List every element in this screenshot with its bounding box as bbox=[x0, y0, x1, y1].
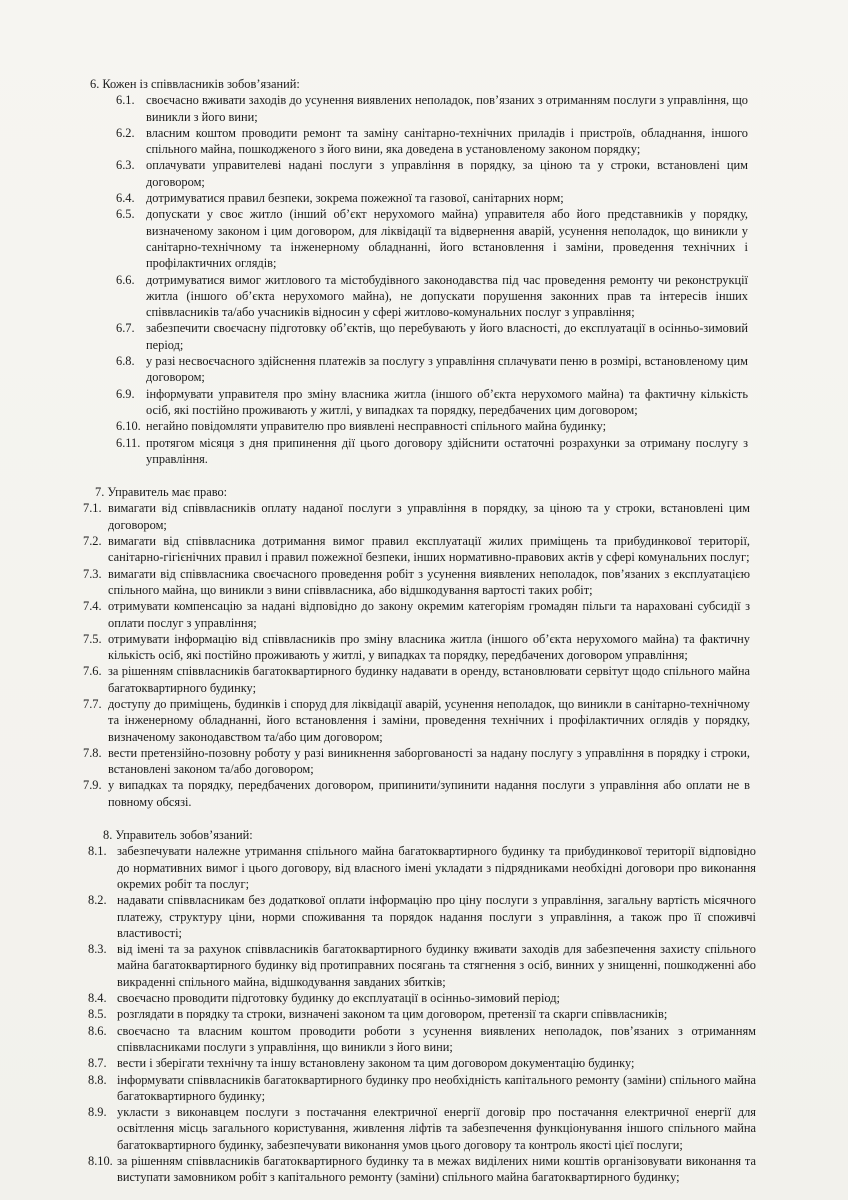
clause-text: за рішенням співвласників багатоквартирного будинку та в межах виділених ними коштів організовувати виконання та виступати замовником робіт з капітального ремонту (заміни) спільного майна багатоквартирного будинку; bbox=[117, 1154, 756, 1185]
section-manager-rights bbox=[0, 484, 848, 810]
clause-text: дотримуватися правил безпеки, зокрема пожежної та газової, санітарних норм; bbox=[146, 191, 564, 206]
clause-number: 6.5. bbox=[116, 207, 135, 222]
clause bbox=[0, 206, 848, 271]
section-heading: 6. Кожен із співвласників зобов’язаний: bbox=[90, 77, 300, 91]
clause-text: укласти з виконавцем послуги з постачання електричної енергії договір про постачання електричної енергії для освітлення місць загального користування, живлення ліфтів та забезпечення функціонування іншого спільного майна багатоквартирного будинку, забезпечувати виконання умов цього договору та контроль якості цієї послуги; bbox=[117, 1105, 756, 1152]
clause-number: 6.7. bbox=[116, 321, 135, 336]
clause-text: вимагати від співвласника дотримання вимог правил експлуатації жилих приміщень та прибудинкової території, санітарно-гігієнічних правил і правил пожежної безпеки, інших нормативно-правових актів у сфері комунальних послуг; bbox=[108, 534, 750, 565]
clause-number: 7.3. bbox=[83, 566, 102, 581]
clause-number: 6.9. bbox=[116, 386, 135, 401]
clause-number: 8.6. bbox=[88, 1023, 107, 1038]
clause-number: 8.8. bbox=[88, 1072, 107, 1087]
clause-number: 7.2. bbox=[83, 534, 102, 549]
clause-number: 7.7. bbox=[83, 696, 102, 711]
clause bbox=[0, 386, 848, 419]
clause-text: надавати співвласникам без додаткової оплати інформацію про ціну послуги з управління, загальну вартість місячного платежу, структуру ціни, норми споживання та порядок надання послуги з управління, а також про її споживчі властивості; bbox=[117, 893, 756, 940]
clause bbox=[0, 435, 848, 468]
section-heading: 7. Управитель має право: bbox=[95, 485, 228, 500]
clause-number: 7.8. bbox=[83, 745, 102, 760]
clause-text: своєчасно вживати заходів до усунення виявлених неполадок, пов’язаних з отриманням послуги з управління, що виникли з його вини; bbox=[146, 93, 748, 124]
clause-number: 8.3. bbox=[88, 942, 107, 957]
clause bbox=[0, 1006, 848, 1022]
clause bbox=[0, 1153, 848, 1186]
section-heading: 8. Управитель зобов’язаний: bbox=[103, 828, 253, 843]
clause bbox=[0, 125, 848, 158]
clause bbox=[0, 500, 848, 533]
clause bbox=[0, 777, 848, 810]
document-body bbox=[0, 76, 848, 1186]
section-manager-obligations bbox=[0, 827, 848, 1186]
clause bbox=[0, 157, 848, 190]
clause-text: вимагати від співвласника своєчасного проведення робіт з усунення виявлених неполадок, пов’язаних з експлуатацією спільного майна, що виникли з вини співвласника, або відшкодування вартості таких робіт; bbox=[108, 566, 750, 597]
clause-text: допускати у своє житло (інший об’єкт нерухомого майна) управителя або його представників у порядку, визначеному законом і цим договором, для ліквідації та відвернення аварій, усунення неполадок, що виникли у санітарно-технічному та інженерному обладнанні, його встановлення і заміни, проведення технічних і профілактичних оглядів; bbox=[146, 207, 748, 271]
section-owner-obligations bbox=[0, 76, 848, 467]
clause-text: негайно повідомляти управителю про виявлені несправності спільного майна будинку; bbox=[146, 419, 607, 434]
clause-number: 8.10. bbox=[88, 1154, 113, 1168]
clause bbox=[0, 1023, 848, 1056]
clause-text: своєчасно та власним коштом проводити роботи з усунення виявлених неполадок, пов’язаних з отриманням співвласниками послуги з управління, що виникли з його вини; bbox=[117, 1023, 756, 1054]
clause-text: вести і зберігати технічну та іншу встановлену законом та цим договором документацію будинку; bbox=[117, 1056, 635, 1071]
clause-number: 8.1. bbox=[88, 844, 107, 859]
clause-text: забезпечувати належне утримання спільного майна багатоквартирного будинку та прибудинкової території відповідно до нормативних вимог і цього договору, від власного імені укладати з підрядниками необхідні договори про виконання окремих робіт та послуг; bbox=[117, 844, 756, 891]
clause-text: забезпечити своєчасну підготовку об’єктів, що перебувають у його власності, до експлуатації в осінньо-зимовий період; bbox=[146, 321, 748, 352]
clause-number: 8.7. bbox=[88, 1056, 107, 1071]
clause-number: 6.8. bbox=[116, 354, 135, 369]
clause-text: вимагати від співвласників оплату наданої послуги з управління в порядку, за ціною та у строки, встановлені цим договором; bbox=[108, 501, 750, 532]
clause-text: за рішенням співвласників багатоквартирного будинку надавати в оренду, встановлювати сервітут щодо спільного майна багатоквартирного будинку; bbox=[108, 664, 750, 695]
clause bbox=[0, 941, 848, 990]
clause-number: 7.9. bbox=[83, 778, 102, 793]
clause bbox=[0, 663, 848, 696]
clause bbox=[0, 892, 848, 941]
clause bbox=[0, 843, 848, 892]
clause bbox=[0, 1104, 848, 1153]
clause-number: 6.1. bbox=[116, 93, 135, 108]
clause-number: 6.10. bbox=[116, 419, 141, 434]
clause-number: 7.1. bbox=[83, 501, 102, 516]
clause-number: 6.3. bbox=[116, 158, 135, 173]
clause bbox=[0, 745, 848, 778]
clause-text: вести претензійно-позовну роботу у разі виникнення заборгованості за надану послугу з управління в порядку і строки, встановлені законом та/або договором; bbox=[108, 745, 750, 777]
clause-text: дотримуватися вимог житлового та містобудівного законодавства під час проведення ремонту чи реконструкції житла (іншого об’єкта нерухомого майна), не допускати порушення законних прав та інтересів інших співвласників та/або учасників відносин у сфері житлово-комунальних послуг з управління; bbox=[146, 272, 748, 320]
clause-text: інформувати управителя про зміну власника житла (іншого об’єкта нерухомого майна) та фактичну кількість осіб, які постійно проживають у житлі, у випадках та порядку, передбачених цим договором; bbox=[146, 386, 748, 417]
clause-number: 6.4. bbox=[116, 191, 135, 206]
clause-number: 7.5. bbox=[83, 631, 102, 646]
clause bbox=[0, 598, 848, 631]
clause-number: 7.4. bbox=[83, 599, 102, 614]
clause-number: 7.6. bbox=[83, 664, 102, 679]
clause bbox=[0, 1055, 848, 1071]
clause-text: інформувати співвласників багатоквартирного будинку про необхідність капітального ремонту (заміни) спільного майна багатоквартирного будинку; bbox=[117, 1072, 756, 1103]
clause-number: 8.5. bbox=[88, 1007, 107, 1022]
clause bbox=[0, 1072, 848, 1105]
clause bbox=[0, 696, 848, 745]
clause-number: 8.9. bbox=[88, 1105, 107, 1120]
clause bbox=[0, 418, 848, 434]
clause-text: у разі несвоєчасного здійснення платежів за послугу з управління сплачувати пеню в розмірі, встановленому цим договором; bbox=[146, 354, 748, 385]
clause bbox=[0, 533, 848, 566]
clause bbox=[0, 272, 848, 321]
clause bbox=[0, 320, 848, 353]
clause bbox=[0, 353, 848, 386]
clause bbox=[0, 566, 848, 599]
clause-text: у випадках та порядку, передбачених договором, припинити/зупинити надання послуги з управління або оплати не в повному обсязі. bbox=[108, 778, 750, 809]
clause-text: отримувати інформацію від співвласників про зміну власника житла (іншого об’єкта нерухомого майна) та фактичну кількість осіб, які постійно проживають у житлі, у випадках та порядку, передбачених договором управління; bbox=[108, 631, 750, 663]
clause-number: 8.4. bbox=[88, 991, 107, 1006]
clause bbox=[0, 990, 848, 1006]
clause-text: від імені та за рахунок співвласників багатоквартирного будинку вживати заходів для забезпечення захисту спільного майна багатоквартирного будинку від протиправних посягань та стягнення з осіб, винних у знищенні, пошкодженні або викраденні спільного майна, відшкодування завданих збитків; bbox=[117, 942, 756, 989]
clause-text: власним коштом проводити ремонт та заміну санітарно-технічних приладів і пристроїв, обладнання, іншого спільного майна, пошкодженого з його вини, яка доведена в установленому законом порядку; bbox=[146, 125, 748, 157]
clause-text: протягом місяця з дня припинення дії цього договору здійснити остаточні розрахунки за отриману послугу з управління. bbox=[146, 435, 748, 466]
clause bbox=[0, 92, 848, 125]
clause-number: 6.6. bbox=[116, 272, 135, 287]
clause bbox=[0, 631, 848, 664]
clause-number: 6.2. bbox=[116, 125, 135, 140]
clause-text: розглядати в порядку та строки, визначені законом та цим договором, претензії та скарги співвласників; bbox=[117, 1007, 668, 1022]
clause-text: оплачувати управителеві надані послуги з управління в порядку, за ціною та у строки, встановлені цим договором; bbox=[146, 158, 748, 189]
clause-text: своєчасно проводити підготовку будинку до експлуатації в осінньо-зимовий період; bbox=[117, 991, 560, 1006]
clause-number: 6.11. bbox=[116, 435, 141, 450]
clause-text: доступу до приміщень, будинків і споруд для ліквідації аварій, усунення неполадок, що виникли в санітарно-технічному та інженерному обладнанні, його встановлення і заміни, проведення технічних і профілактичних оглядів у порядку, визначеному законодавством та/або цим договором; bbox=[108, 696, 750, 744]
clause bbox=[0, 190, 848, 206]
clause-number: 8.2. bbox=[88, 893, 107, 908]
clause-text: отримувати компенсацію за надані відповідно до закону окремим категоріям громадян пільги та нараховані субсидії з оплати послуг з управління; bbox=[108, 599, 750, 630]
